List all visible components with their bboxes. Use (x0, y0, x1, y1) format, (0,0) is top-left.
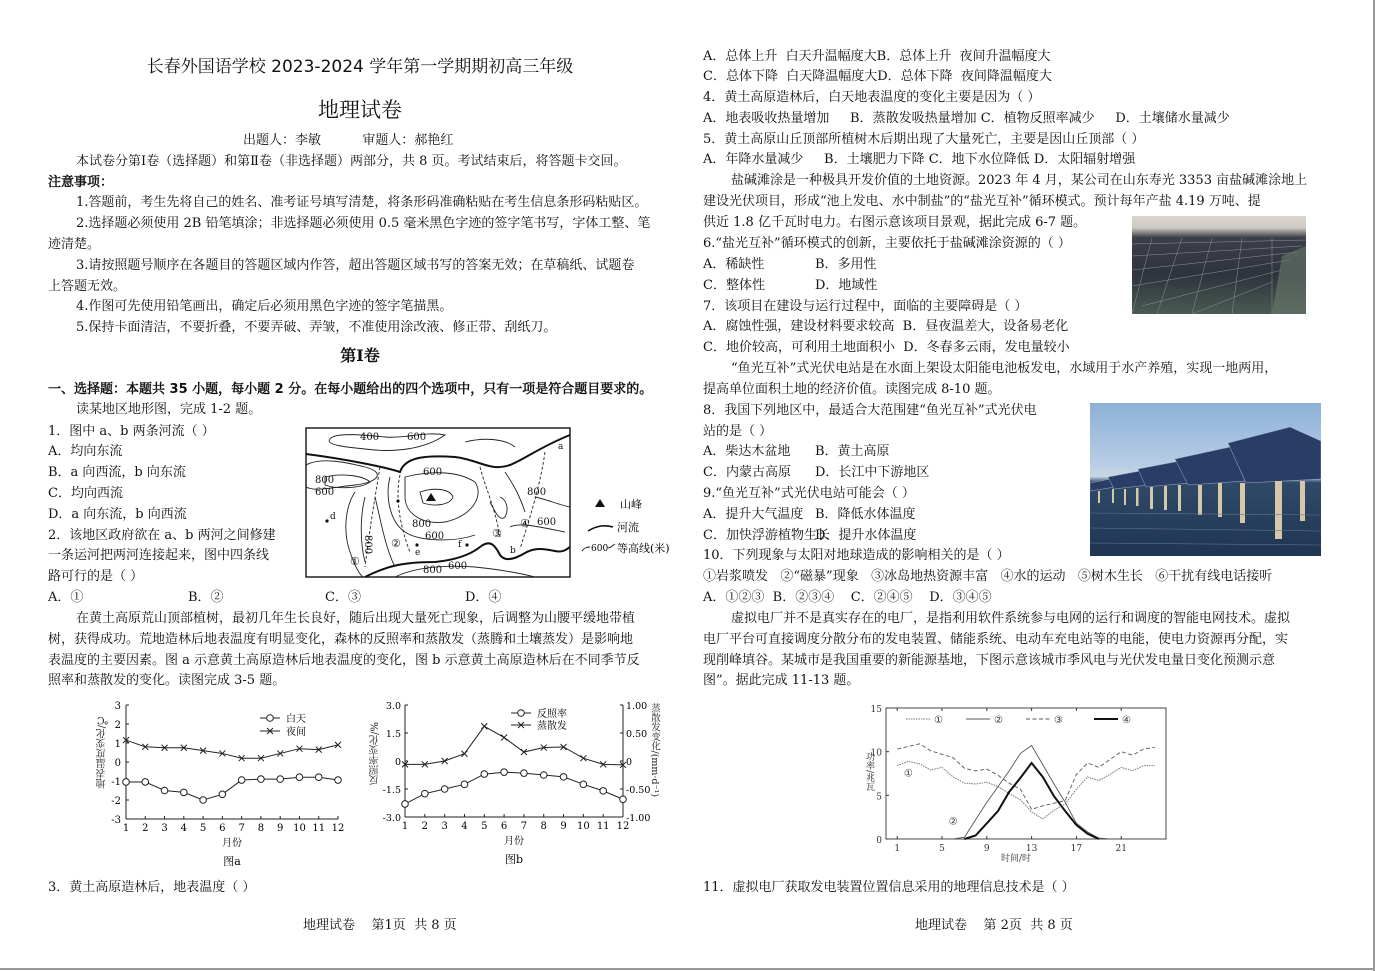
x-tick-label: 13 (1025, 844, 1038, 854)
q1-option-d: D．a 向东流，b 向西流 (48, 507, 187, 522)
y-tick-label: 1.5 (385, 729, 401, 740)
data-point (315, 774, 322, 781)
legend-label: 夜间 (286, 727, 306, 738)
passage-line-2: 树，获得成功。荒地造林后地表温度有明显变化，森林的反照率和蒸散发（蒸腾和土壤蒸发）是影响地 (48, 632, 634, 647)
x-tick-label: 4 (180, 823, 188, 834)
contour-label: 600 (407, 432, 427, 443)
q7-options-cd: C．地价较高，可利用土地面积小 D．冬春多云雨，发电量较小 (703, 340, 1070, 355)
series-line-1 (953, 746, 1110, 839)
page-2 (703, 0, 1343, 971)
q2-option-c: C．③ (325, 590, 361, 605)
data-point (238, 777, 245, 784)
data-point (600, 788, 607, 795)
contour-label: 600 (537, 517, 557, 528)
data-point (461, 751, 467, 757)
passage-line-4: 照率和蒸散发的变化。读图完成 3-5 题。 (48, 673, 286, 688)
chart-title: 图a (223, 855, 241, 867)
q1-option-c: C．均向西流 (48, 486, 123, 501)
passage2-line-3: 供近 1.8 亿千瓦时电力。右图示意该项目景观，据此完成 6-7 题。 (703, 215, 1087, 230)
q3-options-ab: A．总体上升 白天升温幅度大B．总体上升 夜间升温幅度大 (703, 49, 1051, 64)
y-tick-label: -3.0 (382, 813, 401, 824)
topographic-map (305, 427, 690, 582)
passage-line-1: 在黄土高原荒山顶部植树，最初几年生长良好，随后出现大量死亡现象，后调整为山腰平缓地带植 (76, 611, 636, 626)
legend-label: ③ (1054, 715, 1063, 726)
page-1 (40, 0, 680, 971)
y-tick-label: -2 (111, 796, 121, 807)
q1-option-b: B．a 向西流，b 向东流 (48, 465, 186, 480)
q2-stem-3: 路可行的是（ ） (48, 569, 144, 584)
y-tick-label: -1.5 (382, 785, 401, 796)
x-tick-label: 10 (293, 823, 306, 834)
chart-power (858, 700, 1178, 870)
q8-stem: 8．我国下列地区中，最适合大范围建“鱼光互补”式光伏电 (703, 403, 1037, 418)
legend-peak: 山峰 (620, 498, 642, 511)
x-tick-label: 1 (122, 823, 130, 834)
x-tick-label: 8 (540, 821, 547, 832)
data-point (481, 723, 487, 729)
x-tick-label: 21 (1115, 844, 1127, 854)
annotation-series-1: ① (903, 768, 913, 780)
contour-label: 600 (425, 531, 445, 542)
data-point (521, 770, 528, 777)
data-point (219, 791, 226, 798)
q2-option-b: B．② (188, 590, 224, 605)
note-4: 4.作图可先使用铅笔画出，确定后必须用黑色字迹的签字笔描黑。 (76, 299, 453, 314)
q1-stem: 1．图中 a、b 两条河流（ ） (48, 424, 215, 439)
q2-option-a: A．① (48, 590, 84, 605)
x-tick-label: 5 (199, 823, 207, 834)
contour-label: 600 (315, 487, 335, 498)
point-label-d: d (330, 512, 336, 522)
note-2-cont: 迹清楚。 (48, 237, 101, 252)
passage4-line-2: 电厂平台可直接调度分散分布的发电装置、储能系统、电动车充电站等的电能，使电力资源再分配，实 (703, 632, 1289, 647)
x-tick-label: 3 (441, 821, 448, 832)
q6-option-a: A．稀缺性 (703, 257, 765, 272)
note-1: 1.答题前，考生先将自己的姓名、准考证号填写清楚，将条形码准确粘贴在考生信息条形码粘贴区。 (76, 195, 648, 210)
contour-label: 800 (527, 487, 547, 498)
passage2-line-1: 盐碱滩涂是一种极具开发价值的土地资源。2023 年 4 月，某公司在山东寿光 3353 亩盐碱滩涂地上 (731, 173, 1308, 188)
route-label-4: ④ (520, 517, 530, 530)
x-tick-label: 12 (331, 823, 345, 834)
q9-option-d: D．提升水体温度 (815, 528, 917, 543)
x-tick-label: 3 (161, 823, 168, 834)
data-point (501, 769, 508, 776)
point-label-f: f (458, 540, 462, 550)
section-title: 第Ⅰ卷 (340, 346, 380, 365)
legend-river: 河流 (617, 521, 639, 534)
contour-label: 600 (423, 467, 443, 478)
x-tick-label: 9 (560, 821, 567, 832)
data-point (481, 771, 488, 778)
map-frame (306, 428, 570, 577)
x-tick-label: 5 (939, 844, 945, 854)
x-tick-label: 6 (219, 823, 226, 834)
contour-label: 600 (448, 561, 468, 572)
page-1-footer: 地理试卷 第1页 共 8 页 (303, 918, 457, 933)
series-line-3 (964, 763, 1098, 839)
q8-option-d: D．长江中下游地区 (815, 465, 930, 480)
series-line-0 (405, 772, 623, 804)
salt-solar-photo (1132, 216, 1306, 314)
data-point (402, 801, 409, 808)
point-label-a: a (558, 442, 564, 452)
legend-label: ② (994, 715, 1003, 726)
q3-stem: 3．黄土高原造林后，地表温度（ ） (48, 880, 256, 895)
passage4-line-1: 虚拟电厂并不是真实存在的电厂，是指利用软件系统参与电网的运行和调度的智能电网技术。虚拟 (731, 611, 1291, 626)
x-tick-label: 4 (461, 821, 468, 832)
route-label-1: ① (350, 555, 360, 568)
q9-stem: 9.“鱼光互补”式光伏电站可能会（ ） (703, 486, 915, 501)
route-label-3: ③ (492, 527, 502, 540)
q6-option-b: B．多用性 (815, 257, 877, 272)
q8-option-b: B．黄土高原 (815, 444, 890, 459)
q6-option-d: D．地域性 (815, 278, 878, 293)
x-tick-label: 7 (238, 823, 245, 834)
x-tick-label: 1 (894, 844, 901, 854)
data-point (161, 787, 168, 794)
point-label-e: e (415, 548, 421, 558)
q2-option-d: D．④ (465, 590, 502, 605)
note-5: 5.保持卡面清洁，不要折叠，不要弄破、弄皱，不准使用涂改液、修正带、刮纸刀。 (76, 320, 557, 335)
x-tick-label: 12 (616, 821, 630, 832)
q2-stem: 2．该地区政府欲在 a、b 两河之间修建 (48, 528, 276, 543)
y-tick-label: 3.0 (385, 701, 401, 712)
q7-options-ab: A．腐蚀性强，建设材料要求较高 B．昼夜温差大，设备易老化 (703, 319, 1069, 334)
chart-b-y-axis-label: 反照率变化/% (370, 722, 381, 785)
y-tick-label: 0 (394, 757, 401, 768)
q10-stem: 10．下列现象与太阳对地球造成的影响相关的是（ ） (703, 548, 1010, 563)
q11-stem: 11．虚拟电厂获取发电装置位置信息采用的地理信息技术是（ ） (703, 880, 1075, 895)
route-label-2: ② (391, 537, 401, 550)
data-point (461, 781, 468, 788)
y-tick-label: 15 (870, 705, 882, 715)
contour-label: 800 (362, 535, 373, 555)
q4-stem: 4．黄土高原造林后，白天地表温度的变化主要是因为（ ） (703, 90, 1041, 105)
x-tick-label: 2 (142, 823, 149, 834)
data-point (335, 742, 341, 748)
legend-contour: 等高线(米) (617, 542, 670, 555)
note-2: 2.选择题必须使用 2B 铅笔填涂；非选择题必须使用 0.5 毫米黑色字迹的签字笔书写，字体工整、笔 (76, 216, 651, 231)
series-line-1 (126, 740, 338, 758)
x-tick-label: 11 (312, 823, 326, 834)
chart-b-y-axis-label-right: 蒸散发变化/(mm·d⁻¹) (649, 703, 660, 798)
passage4-line-3: 现削峰填谷。某城市是我国重要的新能源基地，下图示意该城市季风电与光伏发电量日变化预测示意 (703, 653, 1276, 668)
legend-marker (267, 715, 274, 722)
school-title: 长春外国语学校 2023-2024 学年第一学期期初高三年级 (146, 57, 574, 77)
x-tick-label: 1 (401, 821, 409, 832)
plot-frame (886, 708, 1166, 839)
part-heading: 一、选择题：本题共 35 小题，每小题 2 分。在每小题给出的四个选项中，只有一项是符合题目要求的。 (48, 382, 653, 397)
legend-label: 蒸散发 (537, 721, 567, 732)
y-tick-label-right: -1.00 (626, 813, 651, 824)
q5-stem: 5．黄土高原山丘顶部所植树木后期出现了大量死亡，主要是因山丘顶部（ ） (703, 132, 1145, 147)
x-tick-label: 6 (500, 821, 508, 832)
passage3-line-2: 提高单位面积土地的经济价值。读图完成 8-10 题。 (703, 382, 1001, 397)
y-tick-label-right: -0.50 (626, 785, 651, 796)
contour-label: 800 (412, 519, 432, 530)
note-3: 3.请按照题号顺序在各题目的答题区域内作答，超出答题区域书写的答案无效；在草稿纸、试题卷 (76, 258, 635, 273)
data-point (560, 774, 567, 781)
legend-label: 白天 (286, 714, 306, 725)
contour-label: 400 (360, 432, 380, 443)
data-point (142, 779, 149, 786)
point-label-b: b (510, 546, 516, 556)
chart-power-x-axis-label: 时间/时 (1001, 854, 1032, 864)
data-point (620, 796, 627, 803)
authors: 出题人：李敏 审题人：郝艳红 (243, 133, 454, 148)
x-tick-label: 2 (421, 821, 429, 832)
x-tick-label: 10 (576, 821, 590, 832)
x-axis-label: 月份 (222, 838, 242, 849)
y-tick-label: 10 (870, 748, 882, 759)
data-point (296, 774, 303, 781)
notes-heading: 注意事项： (48, 175, 114, 190)
data-point (335, 777, 342, 784)
solar-panels-on-water (1090, 403, 1321, 556)
contour-label: 800 (423, 565, 443, 576)
y-tick-label-right: 1.00 (626, 701, 648, 712)
chart-title: 图b (504, 853, 524, 866)
legend-label: ① (934, 715, 943, 726)
q8-option-a: A．柴达木盆地 (703, 444, 791, 459)
q3-options-cd: C．总体下降 白天降温幅度大D．总体下降 夜间降温幅度大 (703, 69, 1052, 84)
passage3-line-1: “鱼光互补”式光伏电站是在水面上架设太阳能电池板发电，水域用于水产养殖，实现一地两用， (731, 361, 1278, 376)
chart-a (90, 697, 360, 867)
page-2-footer: 地理试卷 第 2页 共 8 页 (915, 918, 1073, 933)
data-point (540, 772, 547, 779)
x-tick-label: 11 (596, 821, 610, 832)
chart-b (365, 697, 655, 867)
q2-stem-2: 一条运河把两河连接起来，图中四条线 (48, 548, 270, 563)
legend-river-icon (588, 526, 613, 531)
q10-items: ①岩浆喷发 ②“磁暴”现象 ③冰岛地热资源丰富 ④水的运动 ⑤树木生长 ⑥干扰有线电话接听 (703, 569, 1273, 584)
x-tick-label: 17 (1070, 844, 1083, 854)
q9-option-b: B．降低水体温度 (815, 507, 916, 522)
y-tick-label: 3 (114, 701, 121, 712)
chart-a-y-axis-label: 地表温度变化/℃ (97, 714, 108, 789)
fish-solar-photo (1090, 403, 1321, 556)
exam-title: 地理试卷 (318, 98, 402, 122)
y-tick-label: 2 (114, 720, 121, 731)
data-point (258, 776, 265, 783)
y-tick-label: 0 (114, 758, 121, 769)
x-tick-label: 7 (520, 821, 528, 832)
data-point (200, 797, 207, 804)
y-tick-label: -1 (111, 777, 121, 788)
q8-option-c: C．内蒙古高原 (703, 465, 791, 480)
q5-options: A．年降水量减少 B．土壤肥力下降 C．地下水位降低 D．太阳辐射增强 (703, 152, 1136, 167)
data-point (277, 776, 284, 783)
q1-option-a: A．均向东流 (48, 444, 123, 459)
data-point (580, 755, 586, 761)
series-line-1 (405, 726, 623, 765)
q6-stem: 6.“盐光互补”循环模式的创新，主要依托于盐碱滩涂资源的（ ） (703, 236, 1071, 251)
y-tick-label: 1 (114, 739, 121, 750)
q8-stem-2: 站的是（ ） (703, 424, 773, 439)
legend-marker (518, 710, 525, 717)
contour-label: 800 (315, 475, 335, 486)
intro: 本试卷分第Ⅰ卷（选择题）和第Ⅱ卷（非选择题）两部分，共 8 页。考试结束后，将答题卡交回。 (76, 154, 627, 169)
data-point (422, 790, 429, 797)
passage-line-3: 表温度的主要因素。图 a 示意黄土高原造林后地表温度的变化，图 b 示意黄土高原造林后在不同季节反 (48, 653, 640, 668)
annotation-series-2: ② (948, 816, 958, 828)
legend-peak-icon (595, 499, 605, 507)
chart-power-y-axis-label: 功率/兆瓦 (864, 752, 874, 792)
data-point (181, 789, 188, 796)
data-point (441, 786, 448, 793)
q10-options: A．①②③ B．②③④ C．②④⑤ D．③④⑤ (703, 590, 992, 605)
q6-option-c: C．整体性 (703, 278, 765, 293)
data-point (277, 750, 283, 756)
q9-option-a: A．提升大气温度 (703, 507, 804, 522)
y-tick-label: 0 (876, 836, 882, 846)
legend-label: ④ (1122, 715, 1131, 726)
series-line-2 (897, 744, 1155, 810)
solar-panel-rows (1132, 216, 1306, 314)
passage2-line-2: 建设光伏项目，形成“池上发电、水中制盐”的“盐光互补”循环模式。预计每年产盐 4.19 万吨、提 (703, 194, 1261, 209)
x-tick-label: 9 (276, 823, 284, 834)
data-point (501, 734, 507, 740)
y-tick-label-right: 0 (626, 757, 633, 768)
legend-label: 反照率 (537, 709, 567, 720)
x-tick-label: 8 (257, 823, 265, 834)
read-map-intro: 读某地区地形图，完成 1-2 题。 (76, 402, 262, 417)
y-tick-label-right: 0.50 (626, 729, 648, 740)
x-tick-label: 9 (983, 844, 990, 854)
y-tick-label: -3 (111, 815, 121, 826)
x-tick-label: 5 (481, 821, 488, 832)
series-line-0 (126, 777, 338, 800)
x-axis-label: 月份 (504, 836, 524, 847)
note-3-cont: 上答题无效。 (48, 279, 127, 294)
y-tick-label: 5 (876, 792, 882, 803)
passage4-line-4: 图”。据此完成 11-13 题。 (703, 673, 860, 688)
legend-contour-sample: 600 (591, 544, 609, 554)
q4-options: A．地表吸收热量增加 B．蒸散发吸热量增加 C．植物反照率减少 D．土壤储水量减少 (703, 111, 1230, 126)
data-point (580, 781, 587, 788)
data-point (123, 779, 130, 786)
q7-stem: 7．该项目在建设与运行过程中，面临的主要障碍是（ ） (703, 299, 1028, 314)
q9-option-c: C．加快浮游植物生长 (703, 528, 830, 543)
